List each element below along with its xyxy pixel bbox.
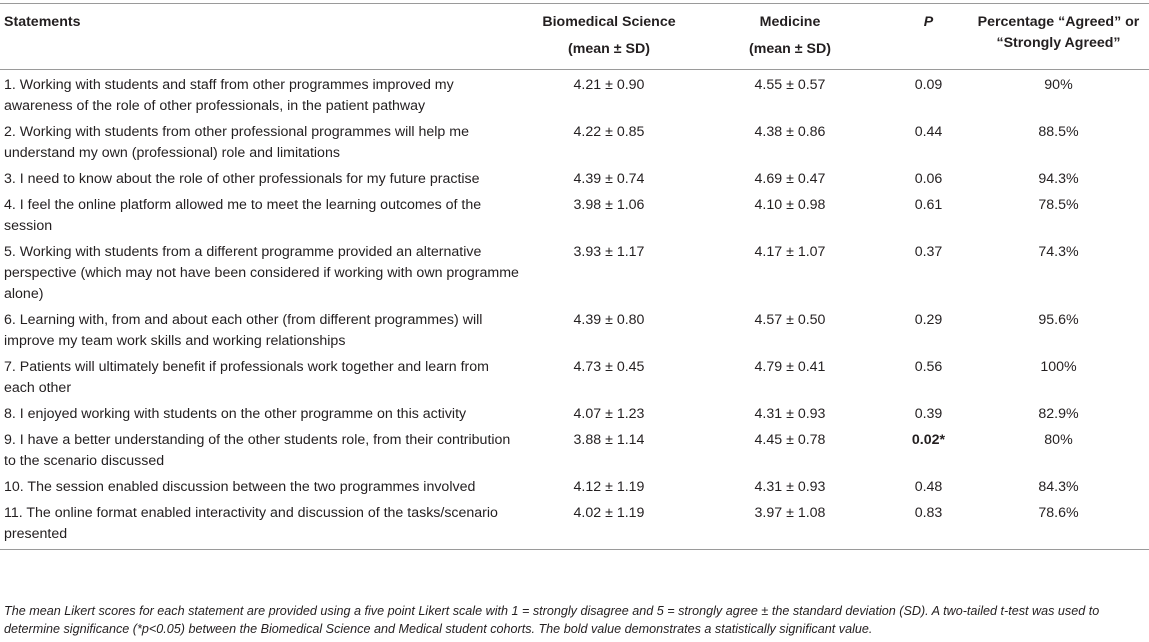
percentage-cell: 95.6% (1038, 312, 1079, 328)
table-row (0, 164, 1149, 190)
p-value-cell: 0.06 (914, 171, 943, 187)
table-row (0, 352, 1149, 399)
p-value-cell: 0.48 (914, 479, 943, 495)
medicine-cell: 4.17 ± 1.07 (754, 244, 826, 260)
medicine-cell: 4.55 ± 0.57 (754, 77, 826, 93)
statement-cell: 8. I enjoyed working with students on the other programme on this activity (4, 406, 467, 422)
medicine-cell: 4.57 ± 0.50 (754, 312, 826, 328)
medicine-cell: 3.97 ± 1.08 (690, 498, 890, 550)
table-row (0, 190, 1149, 237)
header-statements: Statements (0, 4, 528, 35)
header-biomedical-sub: (mean ± SD) (528, 34, 690, 70)
biomedical-cell: 3.88 ± 1.14 (573, 432, 645, 448)
table-row (0, 70, 1149, 118)
percentage-cell: 82.9% (1038, 406, 1079, 422)
p-value-cell: 0.09 (914, 77, 943, 93)
statement-cell: 6. Learning with, from and about each other (from different programmes) will improve my team work skills and working relationships (4, 312, 483, 349)
percentage-cell: 100% (1040, 359, 1077, 375)
header-statements-empty (0, 34, 528, 70)
percentage-cell: 78.5% (1038, 197, 1079, 213)
header-p: P (890, 4, 968, 35)
statement-cell: 3. I need to know about the role of other professionals for my future practise (4, 171, 480, 187)
table-row (0, 305, 1149, 352)
biomedical-cell: 3.98 ± 1.06 (573, 197, 645, 213)
biomedical-cell: 3.93 ± 1.17 (573, 244, 645, 260)
percentage-cell: 94.3% (1038, 171, 1079, 187)
p-value-cell: 0.56 (914, 359, 943, 375)
header-biomedical: Biomedical Science (528, 4, 690, 35)
table-row (0, 399, 1149, 425)
likert-results-table (0, 3, 1149, 550)
biomedical-cell: 4.39 ± 0.80 (573, 312, 645, 328)
medicine-cell: 4.45 ± 0.78 (754, 432, 826, 448)
percentage-cell: 74.3% (1038, 244, 1079, 260)
table-header (0, 4, 1149, 70)
header-row (0, 4, 1149, 35)
medicine-cell: 4.31 ± 0.93 (754, 406, 826, 422)
biomedical-cell: 4.22 ± 0.85 (573, 124, 645, 140)
medicine-cell: 4.31 ± 0.93 (754, 479, 826, 495)
medicine-cell: 4.79 ± 0.41 (754, 359, 826, 375)
statement-cell: 4. I feel the online platform allowed me to meet the learning outcomes of the session (4, 197, 482, 234)
biomedical-cell: 4.12 ± 1.19 (573, 479, 645, 495)
biomedical-cell: 4.07 ± 1.23 (573, 406, 645, 422)
table-row (0, 425, 1149, 472)
statement-cell: 10. The session enabled discussion between the two programmes involved (4, 479, 476, 495)
statement-cell: 5. Working with students from a different programme provided an alternative perspective (which may not have been considered if working with own programme alone) (4, 244, 519, 302)
p-value-cell: 0.29 (914, 312, 943, 328)
p-value-cell: 0.44 (914, 124, 943, 140)
header-percentage: Percentage “Agreed” or “Strongly Agreed” (968, 4, 1149, 70)
biomedical-cell: 4.39 ± 0.74 (573, 171, 645, 187)
statement-cell: 7. Patients will ultimately benefit if professionals work together and learn from each other (4, 359, 489, 396)
table-row (0, 498, 1149, 550)
p-value-cell: 0.02* (911, 432, 946, 448)
percentage-cell: 78.6% (968, 498, 1149, 550)
table-body (0, 70, 1149, 550)
medicine-cell: 4.38 ± 0.86 (754, 124, 826, 140)
statement-cell: 2. Working with students from other professional programmes will help me understand my own (professional) role and limitations (4, 124, 469, 161)
header-medicine-sub: (mean ± SD) (690, 34, 890, 70)
header-medicine: Medicine (690, 4, 890, 35)
table-row (0, 237, 1149, 305)
p-value-cell: 0.39 (914, 406, 943, 422)
percentage-cell: 88.5% (1038, 124, 1079, 140)
table-row (0, 117, 1149, 164)
percentage-cell: 90% (1044, 77, 1073, 93)
medicine-cell: 4.69 ± 0.47 (754, 171, 826, 187)
biomedical-cell: 4.73 ± 0.45 (573, 359, 645, 375)
statement-cell: 11. The online format enabled interactivity and discussion of the tasks/scenario presented (0, 498, 528, 550)
percentage-cell: 84.3% (1038, 479, 1079, 495)
header-p-empty (890, 34, 968, 70)
biomedical-cell: 4.02 ± 1.19 (528, 498, 690, 550)
p-value-cell: 0.37 (914, 244, 943, 260)
p-value-cell: 0.61 (914, 197, 943, 213)
table-footnote: The mean Likert scores for each statement are provided using a five point Likert scale with 1 = strongly disagree and 5 = strongly agree ± the standard deviation (SD). A two-tailed t-test was used to determine significance (*p<0.05) between the Biomedical Science and Medical student cohorts. The bold value demonstrates a statistically significant value. (4, 604, 1100, 636)
medicine-cell: 4.10 ± 0.98 (754, 197, 826, 213)
percentage-cell: 80% (1044, 432, 1073, 448)
statement-cell: 9. I have a better understanding of the other students role, from their contribution to the scenario discussed (4, 432, 511, 469)
statement-cell: 1. Working with students and staff from other programmes improved my awareness of the role of other professionals, in the patient pathway (4, 77, 454, 114)
p-value-cell: 0.83 (890, 498, 968, 550)
table-row (0, 472, 1149, 498)
biomedical-cell: 4.21 ± 0.90 (573, 77, 645, 93)
